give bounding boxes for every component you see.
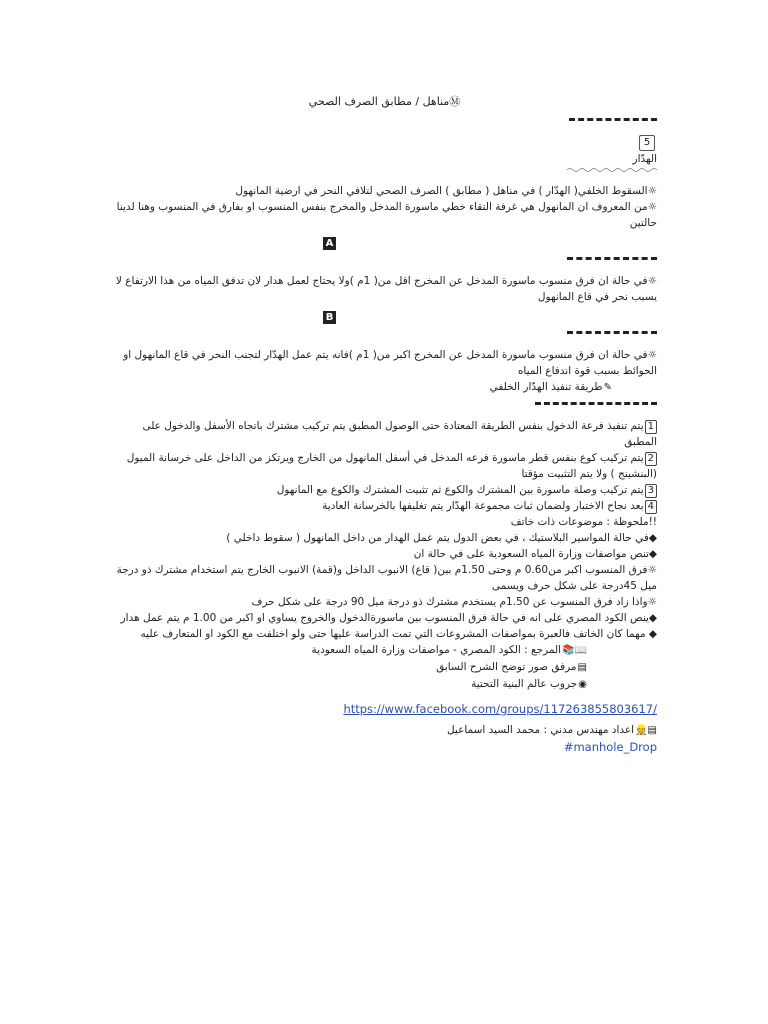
paragraph-case-b: ☼في حالة ان فرق منسوب ماسورة المدخل عن المخرج اكبر من( 1م )فانه يتم عمل الهدّار لتجنب النحر في قاع المانهول او الحوائط بسبب قوة اندفاع المياه [123,349,657,377]
case-a-label: A [323,237,336,250]
group-name: جروب عالم البنية التحتية [471,678,578,690]
paragraph: ☼السقوط الخلفي( الهدّار ) في مناهل ( مطابق ) الصرف الصحي لتلافي النحر في ارضية المانهول [235,185,657,197]
method-title: طريقة تنفيذ الهدّار الخلفي [489,381,603,393]
paragraph: ☼من المعروف ان المانهول هي غرفة التقاء خطي ماسورة المدخل والمخرج بنفس المنسوب او بفارق في المنسوب وهنا لدينا حالتين [116,201,657,229]
doc-title: Ⓜمناهل / مطابق الصرف الصحي [308,95,461,108]
divider [567,257,657,263]
section-number-box: 5 [639,135,655,151]
engineer-icon: ▤👷 [635,725,657,736]
hashtag-link[interactable]: #manhole_Drop [563,740,657,754]
step-number: 3 [645,484,657,498]
reference-text: المرجع : الكود المصري - مواصفات وزارة المياه السعودية [311,644,562,656]
step-text: بعد نجاح الاختبار ولضمان ثبات مجموعة الهدّار يتم تغليفها بالخرسانة العادية [322,500,644,512]
attachment-text: مرفق صور توضح الشرح السابق [436,661,577,673]
step-number: 2 [645,452,657,466]
divider [567,331,657,337]
document-page [112,88,657,756]
note-item: ◆في حالة المواسير البلاستيك ، في بعض الدول يتم عمل الهدار من داخل المانهول ( سقوط داخلي ) [226,532,657,544]
paragraph-case-a: ☼في حالة ان فرق منسوب ماسورة المدخل عن المخرج اقل من( 1م )ولا يحتاج لعمل هدار لان تدفق المياه من هذا الارتفاع لا يسبب نحر في قاع المانهول [115,275,657,303]
note-item: ◆ مهما كان الخاتف فالعبرة بمواصفات المشروعات التي تمت الدراسة عليها حتى ولو اختلفت مع الكود او المتعارف عليه [140,628,657,640]
note-item: ◆تنص مواصفات وزارة المياه السعودية على في حالة ان [413,548,657,560]
step-text: يتم تنفيذ فرعة الدخول بنفس الطريقة المعتادة حتى الوصول المطبق يتم تركيب مشترك باتجاه الأسفل والدخول على المطبق [142,420,657,448]
step-item [112,450,657,482]
divider [569,118,657,124]
note-item: ◆ينص الكود المصري على انه في حالة فرق المنسوب بين ماسورةالدخول والخروج يساوي او اكبر من 1.00 م يتم عمل هدار [120,612,657,624]
section-heading: الهدّار [632,153,657,165]
group-link[interactable]: https://www.facebook.com/groups/117263855803617/ [343,702,657,716]
step-number: 4 [645,500,657,514]
step-text: يتم تركيب وصلة ماسورة بين المشترك والكوع ثم تثبيت المشترك والكوع مع المانهول [276,484,644,496]
author-credit: اعداد مهندس مدني : محمد السيد اسماعيل [446,724,635,736]
step-item [112,418,657,450]
step-text: يتم تركيب كوع بنفس قطر ماسورة فرعه المدخل في أسفل المانهول من الخارج ويرتكز من الداخل على خرسانة الميول (البنشينج ) ولا يتم التثبيت مؤقتا [126,452,657,480]
book-icon: 📖📚 [562,645,587,656]
note-item: ☼واذا زاد فرق المنسوب عن 1.50م يستخدم مشترك ذو درجة ميل 90 درجة على شكل حرف [251,596,657,608]
pen-icon: ✎ [603,382,612,393]
wavy-underline [567,167,657,173]
divider [535,402,657,408]
case-b-label: B [323,311,336,324]
step-number: 1 [645,420,657,434]
step-item [112,498,657,514]
step-item [112,482,657,498]
attachment-icon: ▤ [577,662,587,673]
globe-icon: ◉ [578,679,587,690]
note-item: ☼فرق المنسوب اكبر من0.60 م وحتى 1.50م بين( قاع) الانبوب الداخل و(قمة) الانبوب الخارج يتم استخدام مشترك ذو درجة ميل 45درجة على شكل حرف ويسمى [116,564,657,592]
note-title: !!ملحوظة : موضوعات ذات خاتف [510,516,657,528]
